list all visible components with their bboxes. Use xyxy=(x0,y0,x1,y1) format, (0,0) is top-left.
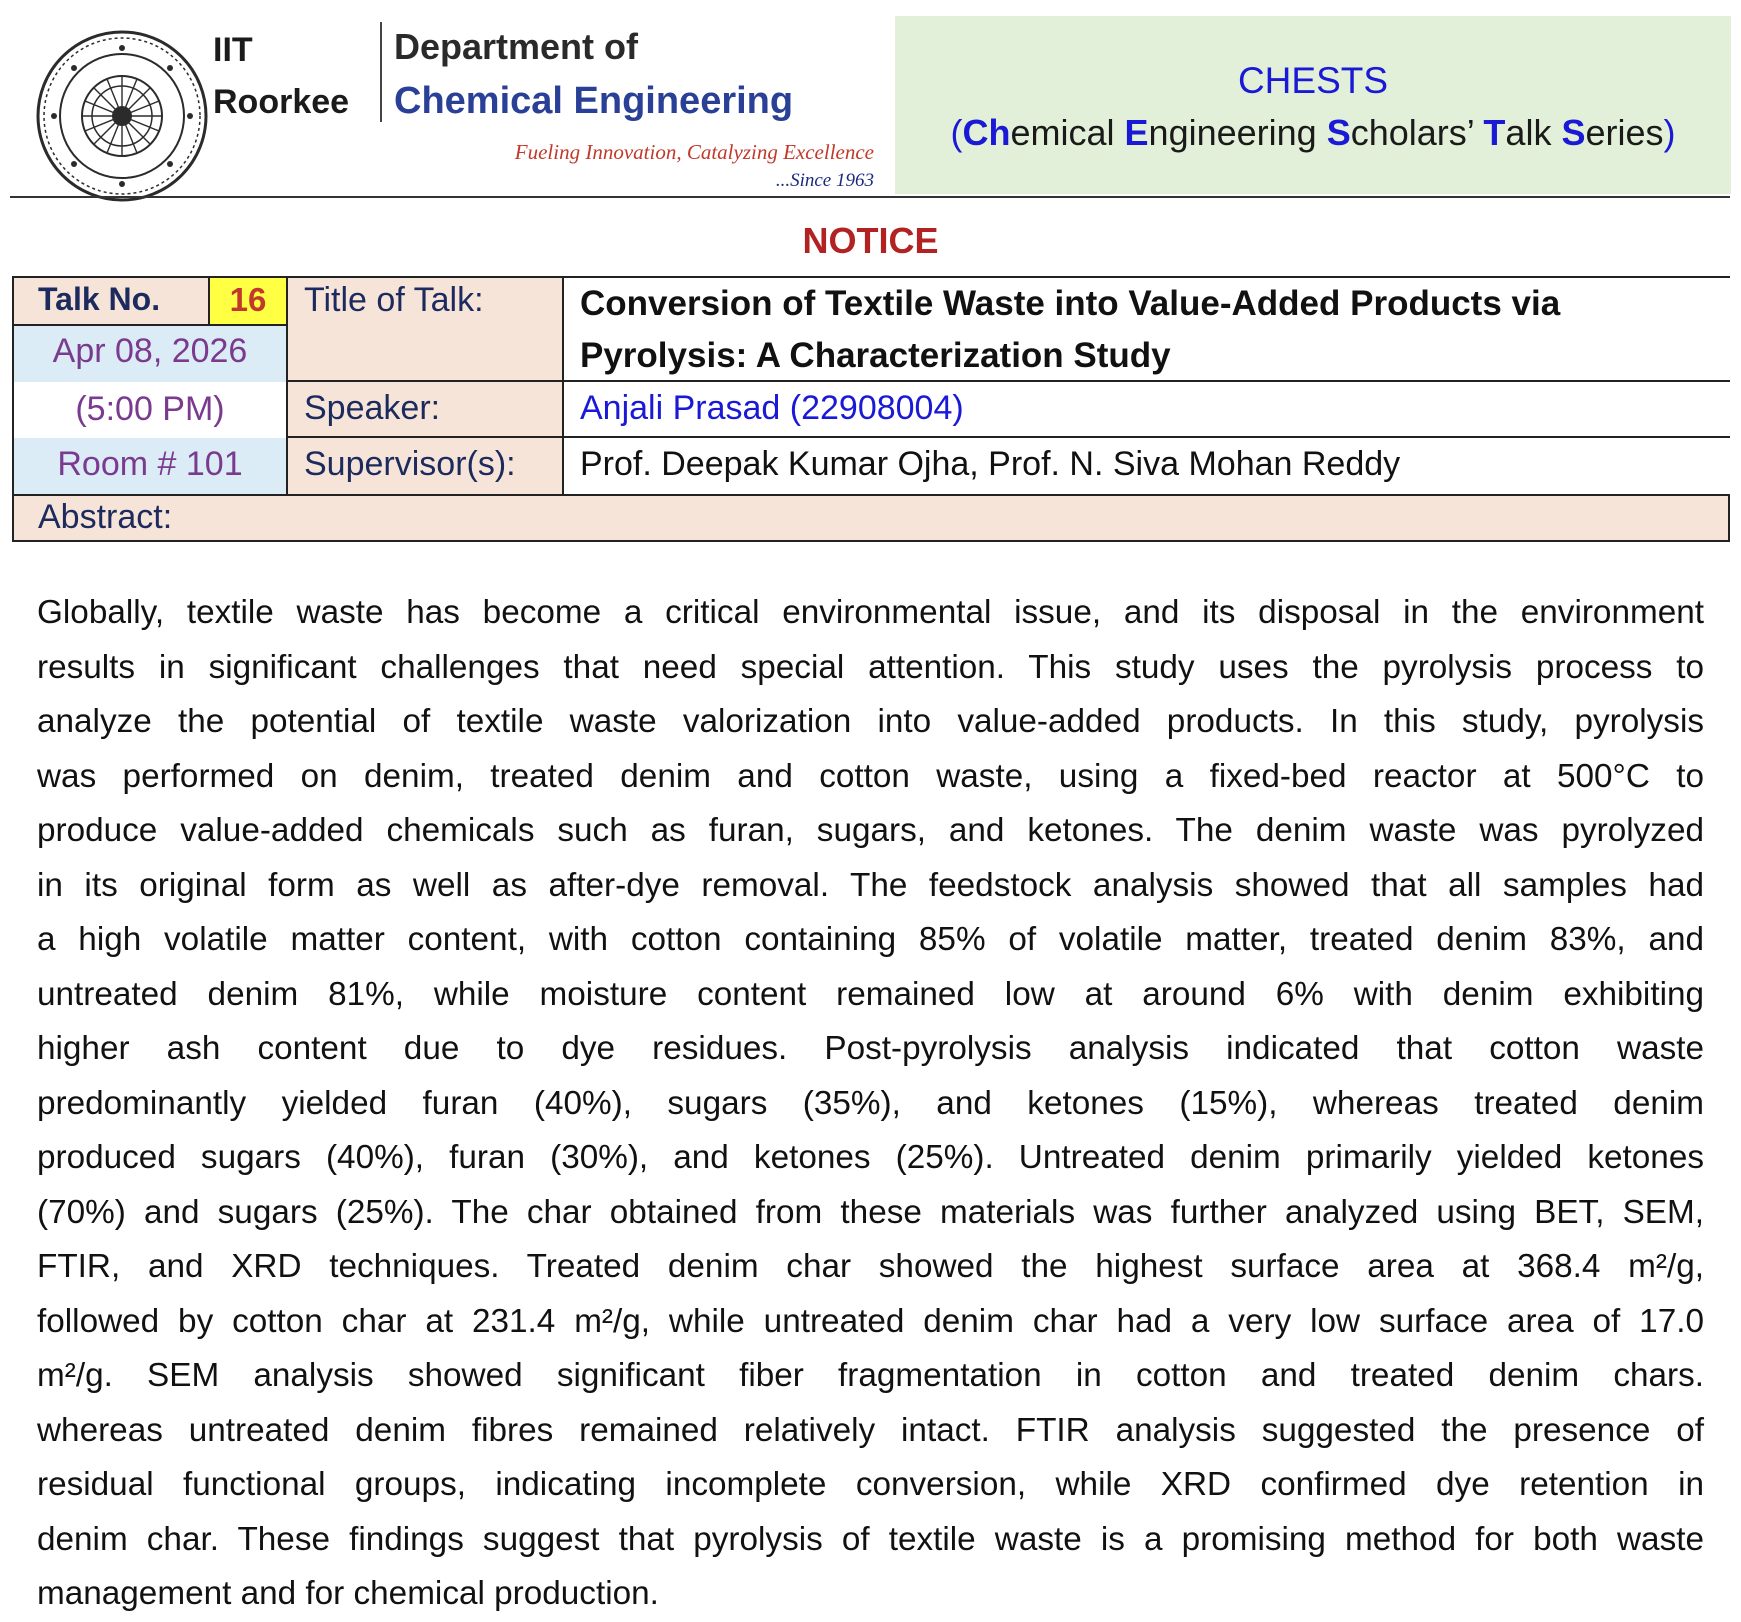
institute-name xyxy=(213,24,349,128)
talk-title-line-2: Pyrolysis: A Characterization Study xyxy=(580,336,1171,375)
series-title: CHESTS xyxy=(1237,60,1389,101)
series-initial: T xyxy=(1483,112,1506,153)
abstract-line: produced sugars (40%), furan (30%), and ketones (25%). Untreated denim primarily yielded ketones xyxy=(37,1139,1704,1176)
abstract-line: analyze the potential of textile waste valorization into value-added products. In this study, pyrolysis xyxy=(37,703,1704,740)
supervisor-label-cell xyxy=(288,438,564,494)
abstract-line: residual functional groups, indicating incomplete conversion, while XRD confirmed dye retention in xyxy=(37,1466,1704,1503)
talk-time: (5:00 PM) xyxy=(75,390,225,428)
speaker-label: Speaker: xyxy=(304,389,441,427)
time-cell xyxy=(14,382,288,438)
speaker-label-cell xyxy=(288,382,564,438)
title-value-cell xyxy=(564,278,1730,382)
talk-no-label-cell xyxy=(14,278,210,326)
institute-line-1: IIT xyxy=(213,31,253,69)
supervisor-value-cell xyxy=(564,438,1730,494)
abstract-line: produce value-added chemicals such as furan, sugars, and ketones. The denim waste was pyrolyzed xyxy=(37,812,1704,849)
speaker-name: Anjali Prasad (22908004) xyxy=(580,389,964,427)
abstract-line: m²/g. SEM analysis showed significant fiber fragmentation in cotton and treated denim chars. xyxy=(37,1357,1704,1394)
abstract-line: results in significant challenges that need special attention. This study uses the pyrolysis process to xyxy=(37,648,1704,686)
abstract-line: FTIR, and XRD techniques. Treated denim char showed the highest surface area at 368.4 m²/g, xyxy=(37,1248,1704,1285)
talk-room: Room # 101 xyxy=(57,445,243,483)
series-word-rest: ngineering xyxy=(1148,112,1327,153)
abstract-line: whereas untreated denim fibres remained relatively intact. FTIR analysis suggested the presence of xyxy=(37,1411,1704,1449)
room-cell xyxy=(14,438,288,494)
talk-no-label: Talk No. xyxy=(38,281,161,317)
talk-no-cell xyxy=(210,278,288,326)
speaker-value-cell xyxy=(564,382,1730,438)
department-line-2: Chemical Engineering xyxy=(394,80,794,122)
series-initial: E xyxy=(1124,112,1149,153)
series-banner xyxy=(895,16,1731,194)
talk-date: Apr 08, 2026 xyxy=(52,332,248,370)
abstract-body xyxy=(37,586,1704,1622)
notice-heading: NOTICE xyxy=(802,220,939,261)
series-initial: S xyxy=(1326,112,1351,153)
series-word-rest: emical xyxy=(1010,112,1125,153)
header-rule xyxy=(10,196,1730,198)
supervisor-label: Supervisor(s): xyxy=(304,445,516,483)
series-initial: Ch xyxy=(962,112,1011,153)
abstract-line: in its original form as well as after-dye removal. The feedstock analysis showed that all samples had xyxy=(37,866,1704,904)
abstract-line: Globally, textile waste has become a critical environmental issue, and its disposal in the environment xyxy=(37,594,1704,631)
abstract-line: predominantly yielded furan (40%), sugars (35%), and ketones (15%), whereas treated denim xyxy=(37,1084,1704,1122)
abstract-line: followed by cotton char at 231.4 m²/g, while untreated denim char had a very low surface area of 17.0 xyxy=(37,1302,1704,1340)
abstract-line: was performed on denim, treated denim and cotton waste, using a fixed-bed reactor at 500°C to xyxy=(37,757,1704,795)
supervisor-names: Prof. Deepak Kumar Ojha, Prof. N. Siva Mohan Reddy xyxy=(580,445,1401,483)
abstract-line: (70%) and sugars (25%). The char obtained from these materials was further analyzed using BET, SEM, xyxy=(37,1193,1704,1231)
page-header xyxy=(10,14,1730,196)
abstract-line: a high volatile matter content, with cotton containing 85% of volatile matter, treated denim 83%, and xyxy=(37,921,1704,958)
series-word-rest: eries xyxy=(1585,112,1664,153)
department-tagline: Fueling Innovation, Catalyzing Excellence xyxy=(514,140,874,164)
talk-info-table xyxy=(12,276,1730,542)
series-subtitle xyxy=(895,112,1731,154)
department-line-1: Department of xyxy=(394,26,639,67)
abstract-label-cell xyxy=(14,494,1728,540)
talk-title xyxy=(580,278,1560,382)
abstract-label: Abstract: xyxy=(38,498,173,536)
series-word-rest: alk xyxy=(1505,112,1562,153)
talk-no-value: 16 xyxy=(229,281,267,318)
iit-roorkee-logo-icon xyxy=(34,28,210,204)
series-paren-close: ) xyxy=(1663,112,1676,153)
series-initial: S xyxy=(1561,112,1586,153)
title-label: Title of Talk: xyxy=(304,281,484,319)
abstract-line: denim char. These findings suggest that pyrolysis of textile waste is a promising method for both waste xyxy=(37,1520,1704,1558)
date-cell xyxy=(14,326,288,382)
abstract-line: management and for chemical production. xyxy=(37,1575,659,1612)
series-word-rest: cholars’ xyxy=(1350,112,1484,153)
institute-line-2: Roorkee xyxy=(213,83,350,121)
series-paren-open: ( xyxy=(950,112,963,153)
department-since: ...Since 1963 xyxy=(775,170,874,191)
title-label-cell xyxy=(288,278,564,382)
talk-title-line-1: Conversion of Textile Waste into Value-Added Products via xyxy=(580,284,1561,323)
abstract-line: higher ash content due to dye residues. Post-pyrolysis analysis indicated that cotton waste xyxy=(37,1030,1704,1067)
header-divider xyxy=(380,22,382,122)
abstract-line: untreated denim 81%, while moisture content remained low at around 6% with denim exhibiting xyxy=(37,975,1704,1013)
